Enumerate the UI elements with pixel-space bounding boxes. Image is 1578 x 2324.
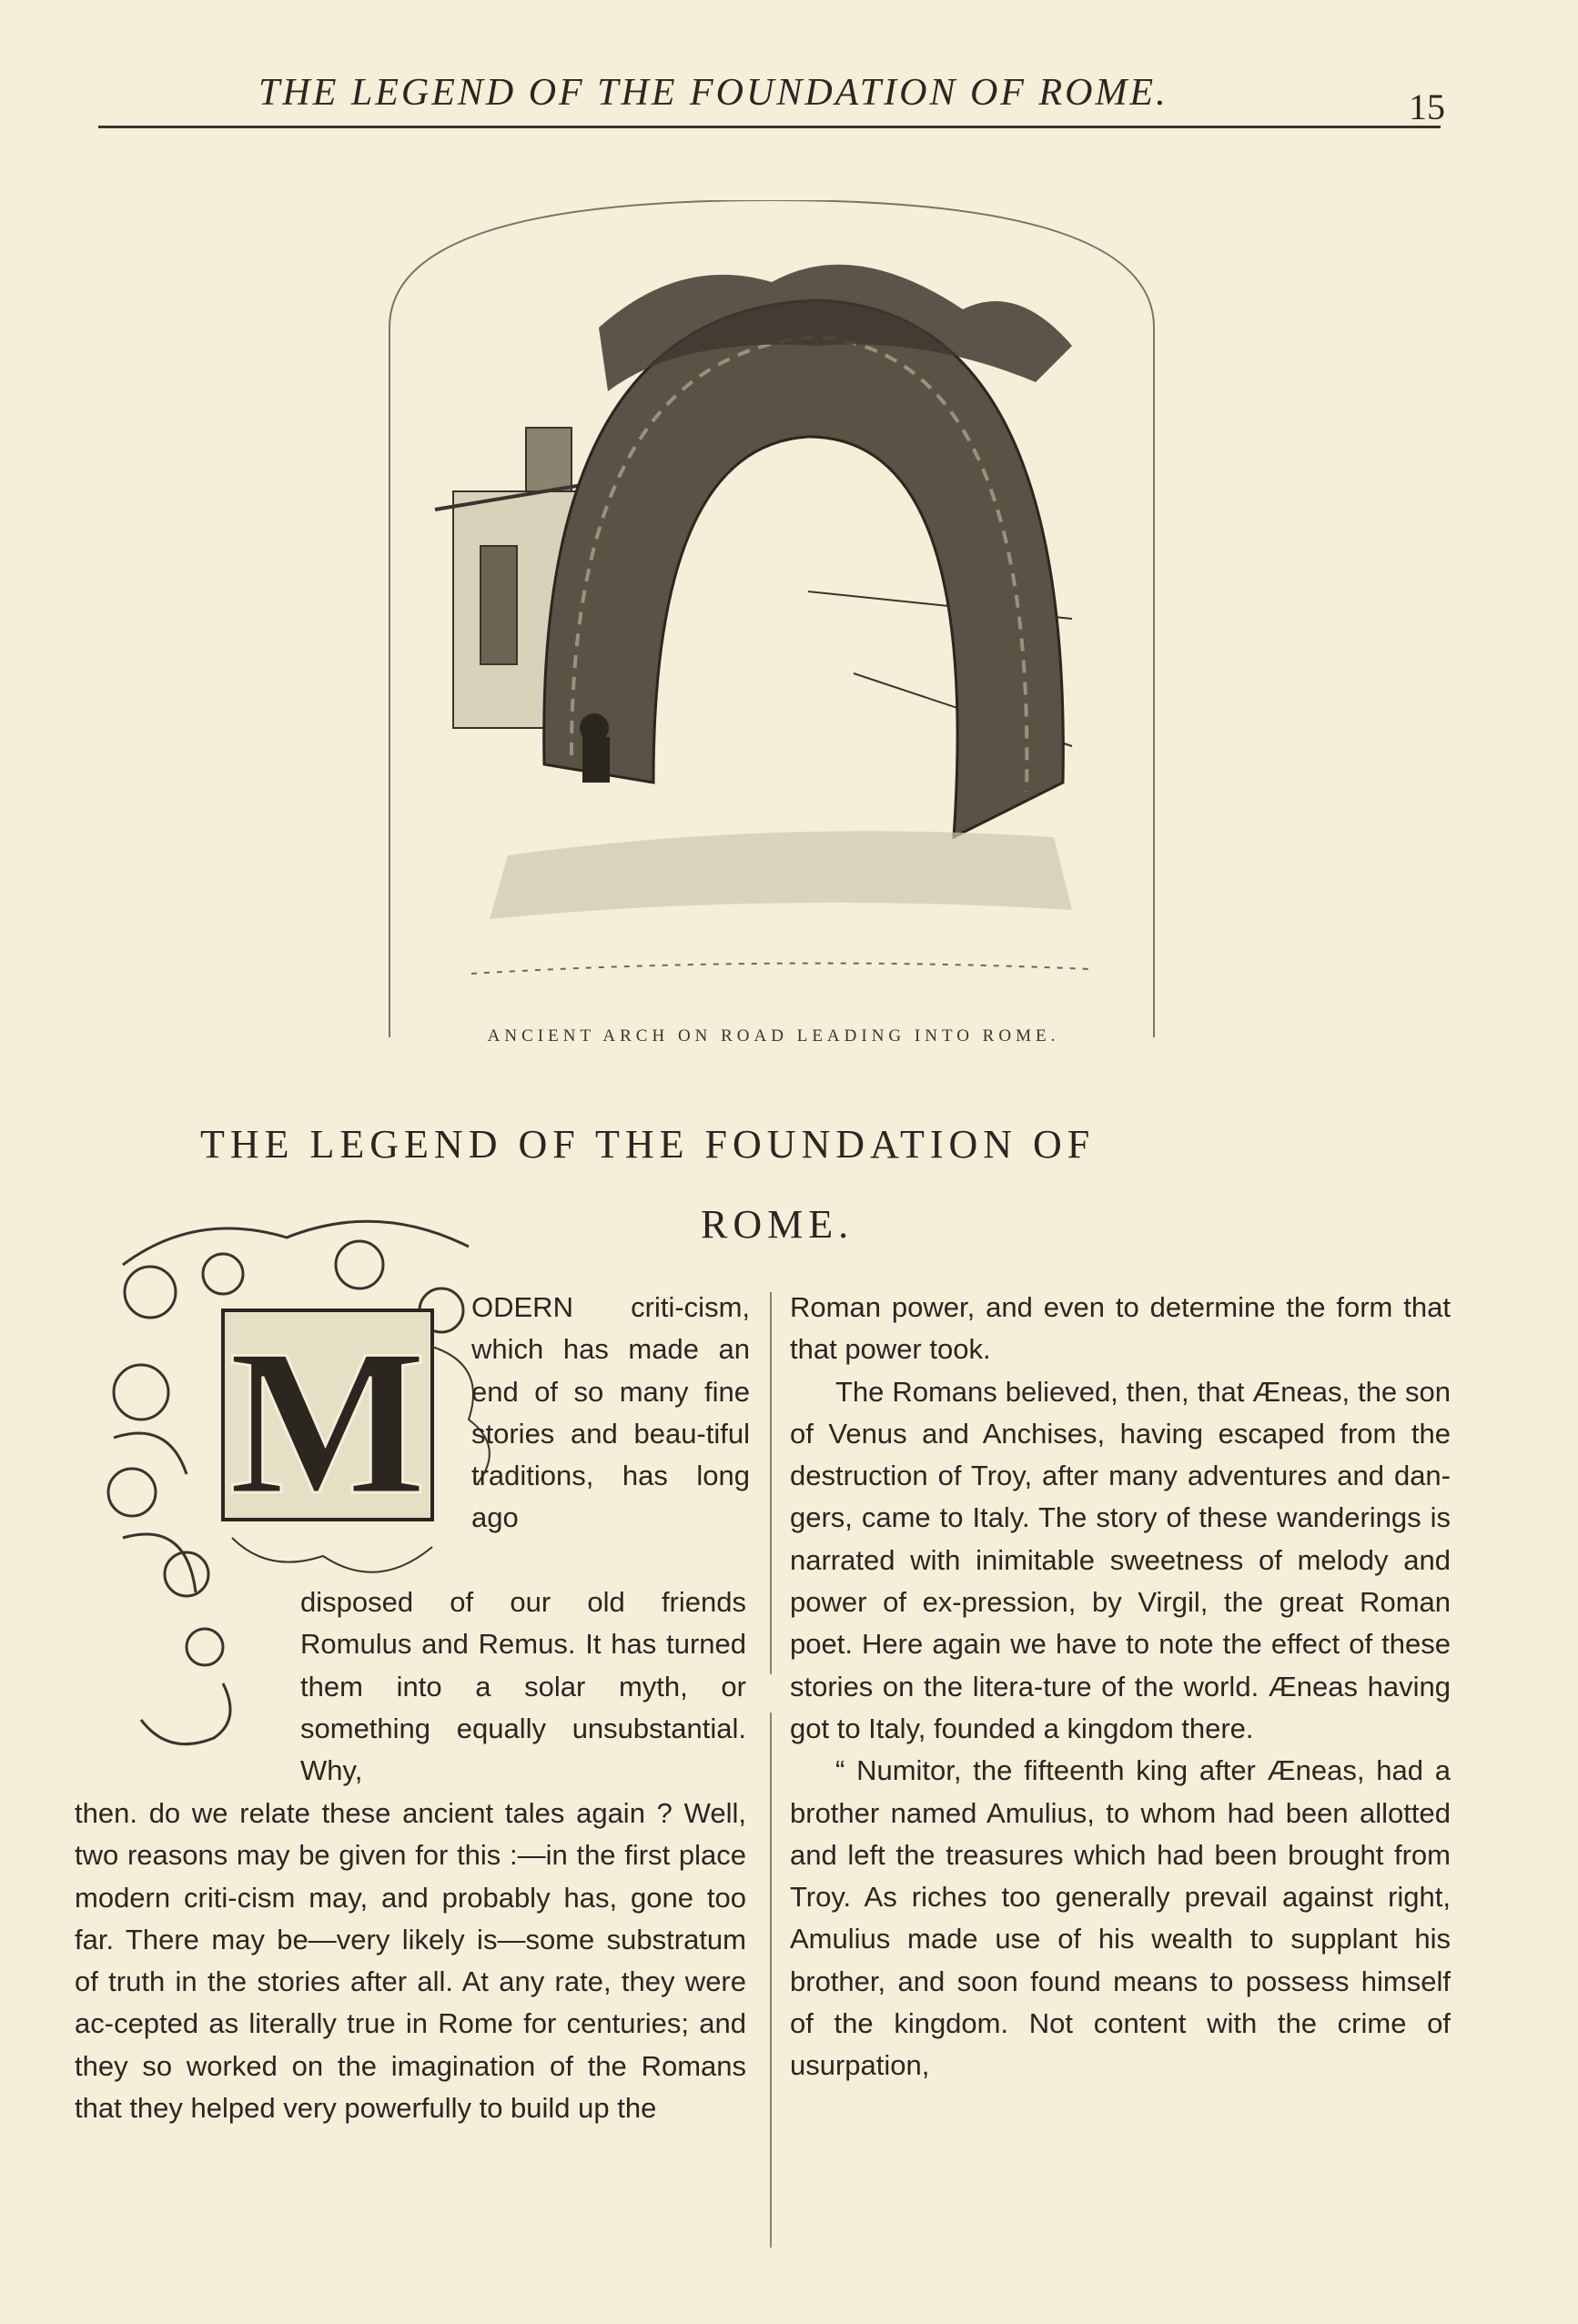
illustration-caption: ANCIENT ARCH ON ROAD LEADING INTO ROME. [487,1026,1060,1046]
column-left-middle [300,1581,746,1792]
paragraph-opening: ODERN criti-cism, which has made an end of so many fine stories and beau-tiful traditions, has long ago [471,1291,750,1534]
chapter-title-line2: ROME. [701,1202,855,1247]
column-left-bottom [75,1793,746,2129]
drop-initial-letter: M [228,1306,427,1538]
paragraph-right-1: Roman power, and even to determine the form that that power took. [790,1291,1451,1366]
column-divider [770,1292,772,2248]
paragraph-right-2: The Romans believed, then, that Æneas, the son of Venus and Anchises, having escaped from the destruction of Troy, after many adventures and dan-gers, came to Italy. The story of these wanderings is narrated with inimitable sweetness of melody and power of ex-pression, by Virgil, the great Roman poet. Here again we have to note the effect of these stories on the litera-ture of the world. Æneas having got to Italy, founded a kingdom there. [790,1375,1451,1744]
column-right [790,1287,1451,2087]
chapter-title-line1: THE LEGEND OF THE FOUNDATION OF [200,1122,1096,1167]
running-head [98,66,1445,128]
running-title: THE LEGEND OF THE FOUNDATION OF ROME. [258,72,1168,114]
paragraph-opening-cont: disposed of our old friends Romulus and Remus. It has turned them into a solar myth, or something equally unsubstantial. Why, [300,1586,746,1787]
paragraph-left-bottom: then. do we relate these ancient tales again ? Well, two reasons may be given for this :—in the first place modern criti-cism may, and probably has, gone too far. There may be—very likely is—some substratum of truth in the stories after all. At any rate, they were ac-cepted as literally true in Rome for centuries; and they so worked on the imagination of the Romans that they helped very powerfully to build up the [75,1797,746,2125]
paragraph-right-3: “ Numitor, the fifteenth king after Æneas, had a brother named Amulius, to whom had been allotted and left the treasures which had been brought from Troy. As riches too generally prevail against right, Amulius made use of his wealth to supplant his brother, and soon found means to possess himself of the kingdom. Not content with the crime of usurpation, [790,1754,1451,2082]
arch-engraving [380,200,1163,1037]
column-left-beside-initial [471,1287,750,1540]
page-number: 15 [1409,86,1445,127]
